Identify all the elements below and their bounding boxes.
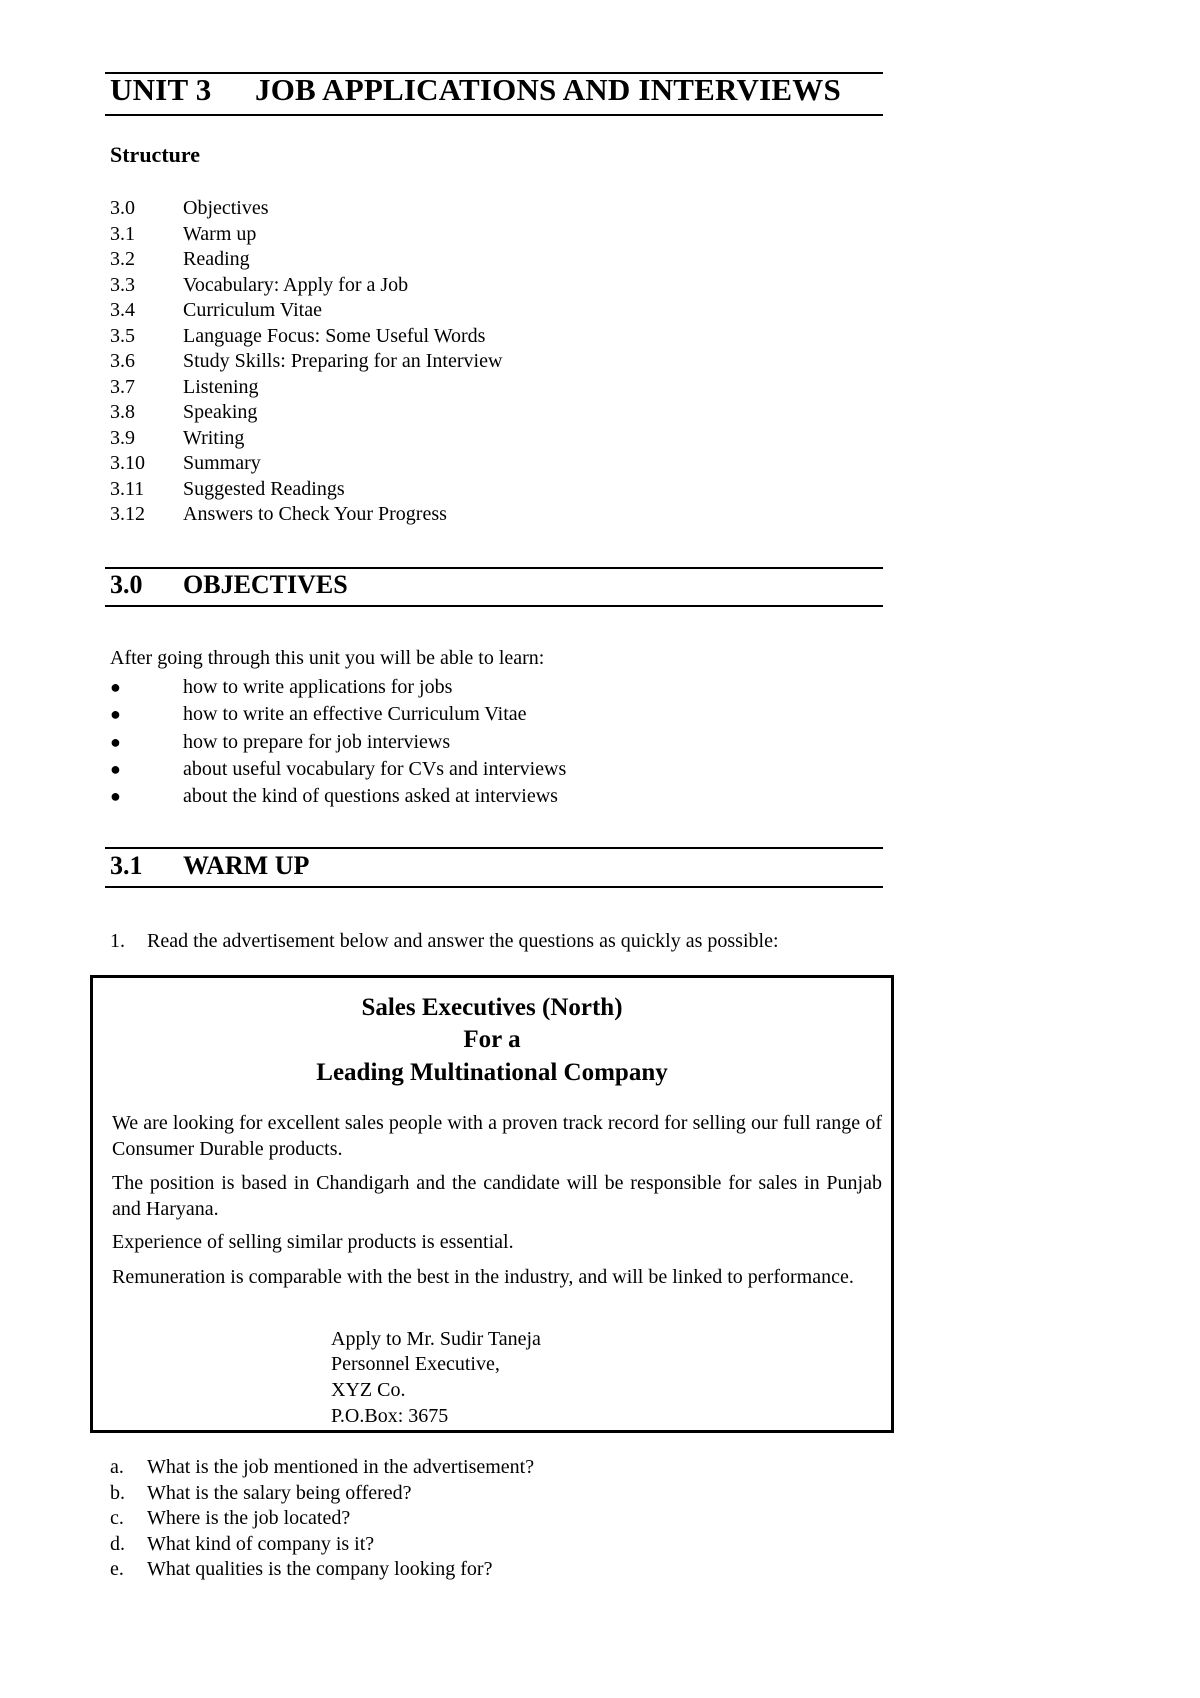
instruction-text: Read the advertisement below and answer the questions as quickly as possible: bbox=[147, 930, 779, 952]
question-letter: c. bbox=[110, 1507, 124, 1529]
structure-item-number: 3.11 bbox=[110, 477, 145, 500]
ad-heading-position: Sales Executives (North) bbox=[361, 994, 623, 1021]
bullet-icon: ● bbox=[110, 786, 121, 807]
objective-item bbox=[110, 756, 566, 783]
structure-item-number: 3.5 bbox=[110, 324, 135, 347]
question-letter: e. bbox=[110, 1558, 124, 1580]
structure-item-label: Answers to Check Your Progress bbox=[183, 503, 447, 525]
ad-address-line: Apply to Mr. Sudir Taneja bbox=[331, 1328, 541, 1350]
structure-item bbox=[110, 247, 502, 273]
objectives-title: OBJECTIVES bbox=[183, 570, 348, 599]
objective-text: how to prepare for job interviews bbox=[183, 730, 451, 753]
structure-item-label: Speaking bbox=[183, 401, 258, 423]
structure-item-number: 3.10 bbox=[110, 452, 145, 474]
ad-heading-company: Leading Multinational Company bbox=[316, 1059, 668, 1086]
structure-item-number: 3.6 bbox=[110, 350, 135, 372]
bullet-icon: ● bbox=[110, 704, 121, 725]
structure-item-number: 3.7 bbox=[110, 375, 135, 398]
objective-item bbox=[110, 674, 566, 701]
structure-item-label: Summary bbox=[183, 452, 261, 474]
structure-item-label: Listening bbox=[183, 375, 259, 398]
structure-item-label: Objectives bbox=[183, 197, 269, 219]
structure-item bbox=[110, 502, 502, 528]
structure-item-number: 3.4 bbox=[110, 299, 135, 321]
structure-item-label: Language Focus: Some Useful Words bbox=[183, 324, 486, 347]
objective-text: how to write applications for jobs bbox=[183, 676, 453, 698]
structure-item bbox=[110, 477, 502, 503]
structure-item-number: 3.2 bbox=[110, 248, 135, 270]
structure-item bbox=[110, 349, 502, 375]
question-text: Where is the job located? bbox=[147, 1507, 351, 1529]
structure-item bbox=[110, 451, 502, 477]
unit-number: UNIT 3 bbox=[110, 72, 212, 107]
ad-paragraph: Experience of selling similar products is essential. bbox=[112, 1231, 514, 1253]
objectives-number: 3.0 bbox=[110, 570, 143, 599]
ad-paragraph: We are looking for excellent sales people with a proven track record for selling our full range of Consumer Durable products. bbox=[112, 1112, 882, 1160]
ad-address-line: Personnel Executive, bbox=[331, 1353, 500, 1375]
objective-item bbox=[110, 783, 566, 810]
ad-address-line: XYZ Co. bbox=[331, 1379, 406, 1401]
structure-item bbox=[110, 298, 502, 324]
warmup-instruction bbox=[110, 930, 779, 953]
warmup-number: 3.1 bbox=[110, 851, 143, 880]
warmup-bottom-rule bbox=[105, 886, 883, 888]
structure-item bbox=[110, 375, 502, 401]
question-item bbox=[110, 1506, 534, 1532]
question-text: What kind of company is it? bbox=[147, 1532, 375, 1555]
question-letter: b. bbox=[110, 1481, 125, 1504]
structure-item-number: 3.9 bbox=[110, 426, 135, 449]
structure-item-number: 3.1 bbox=[110, 222, 135, 245]
structure-item-label: Curriculum Vitae bbox=[183, 299, 322, 321]
structure-item bbox=[110, 426, 502, 452]
structure-item-number: 3.3 bbox=[110, 273, 135, 296]
warmup-heading bbox=[110, 851, 309, 881]
objective-item bbox=[110, 701, 566, 728]
structure-list bbox=[110, 196, 502, 528]
bullet-icon: ● bbox=[110, 758, 121, 779]
structure-item bbox=[110, 273, 502, 299]
question-text: What qualities is the company looking for? bbox=[147, 1558, 493, 1580]
question-item bbox=[110, 1532, 534, 1558]
unit-title-bottom-rule bbox=[105, 114, 883, 116]
objective-text: about useful vocabulary for CVs and interviews bbox=[183, 757, 567, 780]
question-item bbox=[110, 1557, 534, 1583]
objectives-intro: After going through this unit you will be able to learn: bbox=[110, 647, 545, 669]
objective-text: about the kind of questions asked at interviews bbox=[183, 785, 558, 808]
objectives-top-rule bbox=[105, 567, 883, 569]
instruction-number: 1. bbox=[110, 930, 125, 952]
advertisement-box bbox=[90, 975, 894, 1433]
objective-item bbox=[110, 729, 566, 756]
bullet-icon: ● bbox=[110, 731, 121, 752]
structure-item-number: 3.8 bbox=[110, 401, 135, 423]
warmup-top-rule bbox=[105, 847, 883, 849]
question-letter: a. bbox=[110, 1456, 124, 1478]
unit-title bbox=[110, 72, 880, 108]
bullet-icon: ● bbox=[110, 677, 121, 697]
ad-paragraph: Remuneration is comparable with the best in the industry, and will be linked to performance. bbox=[112, 1266, 854, 1288]
question-text: What is the job mentioned in the advertisement? bbox=[147, 1456, 535, 1478]
unit-title-text: JOB APPLICATIONS AND INTERVIEWS bbox=[255, 72, 841, 107]
warmup-title: WARM UP bbox=[183, 851, 310, 880]
structure-item-label: Reading bbox=[183, 248, 250, 270]
structure-item bbox=[110, 400, 502, 426]
structure-item-label: Warm up bbox=[183, 222, 257, 245]
structure-heading: Structure bbox=[110, 142, 201, 167]
structure-item-number: 3.12 bbox=[110, 503, 145, 525]
question-item bbox=[110, 1455, 534, 1481]
structure-item-label: Writing bbox=[183, 426, 245, 449]
structure-item-label: Vocabulary: Apply for a Job bbox=[183, 273, 409, 296]
ad-address-line: P.O.Box: 3675 bbox=[331, 1405, 449, 1427]
structure-item bbox=[110, 324, 502, 350]
structure-item bbox=[110, 196, 502, 222]
ad-paragraph: The position is based in Chandigarh and the candidate will be responsible for sales in Punjab and Haryana. bbox=[112, 1172, 882, 1220]
objective-text: how to write an effective Curriculum Vitae bbox=[183, 703, 527, 726]
structure-item bbox=[110, 222, 502, 248]
objectives-bottom-rule bbox=[105, 605, 883, 607]
objectives-heading bbox=[110, 570, 348, 600]
structure-item-number: 3.0 bbox=[110, 197, 135, 219]
question-text: What is the salary being offered? bbox=[147, 1481, 412, 1504]
objectives-list bbox=[110, 674, 566, 810]
ad-heading-for: For a bbox=[463, 1026, 521, 1053]
question-letter: d. bbox=[110, 1532, 125, 1555]
warmup-questions bbox=[110, 1455, 534, 1583]
structure-item-label: Suggested Readings bbox=[183, 477, 345, 500]
structure-item-label: Study Skills: Preparing for an Interview bbox=[183, 350, 503, 372]
question-item bbox=[110, 1481, 534, 1507]
